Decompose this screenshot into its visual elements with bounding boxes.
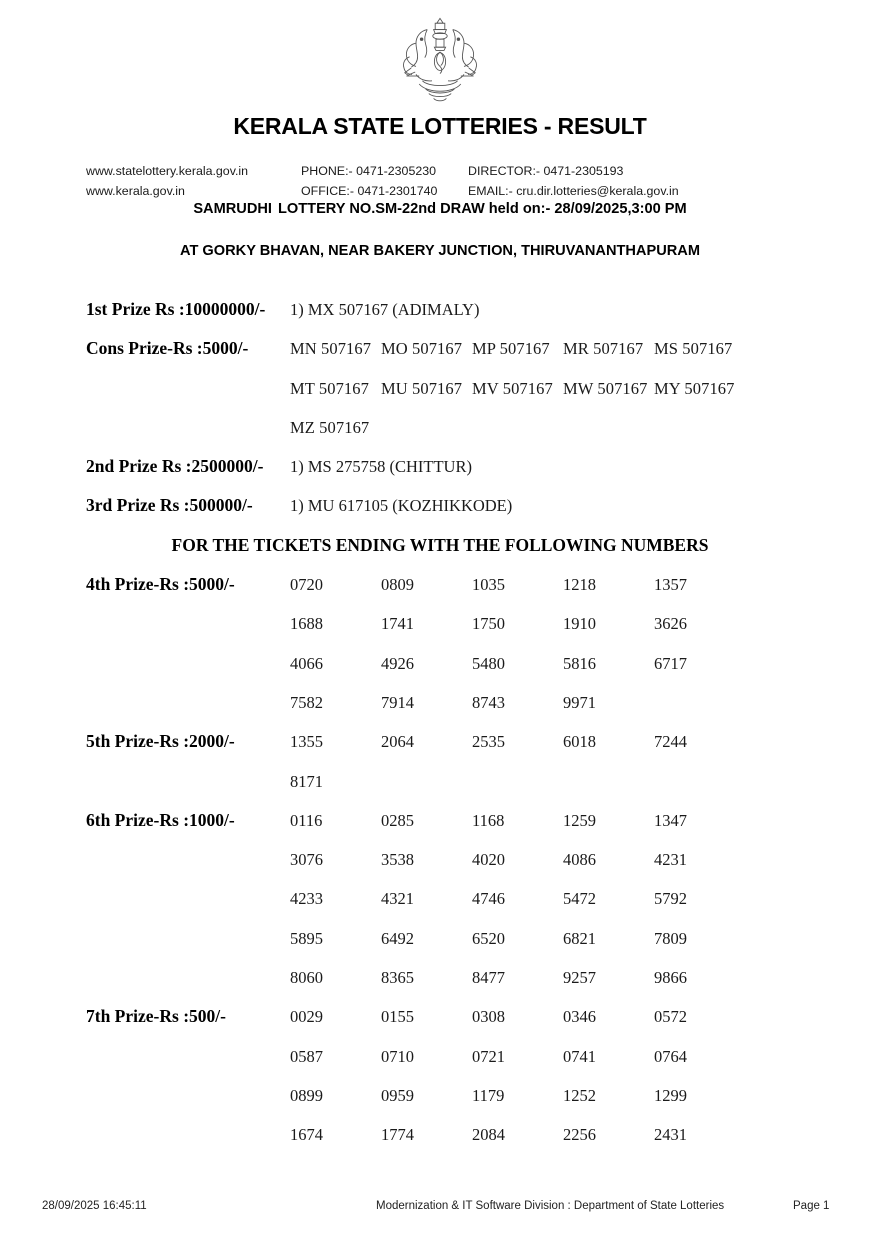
consolation-row <box>290 329 880 368</box>
prize-number: 2064 <box>381 732 414 752</box>
prize-number: 1259 <box>563 810 596 830</box>
prize-block <box>0 447 880 486</box>
prize-values <box>290 486 880 525</box>
prize-number: 0587 <box>290 1046 323 1066</box>
prize-number: 1674 <box>290 1125 323 1145</box>
prize-number: 6492 <box>381 928 414 948</box>
prize-number: 4321 <box>381 889 414 909</box>
draw-info-line <box>0 201 880 217</box>
prize-number: 7244 <box>654 732 687 752</box>
prize-label: 6th Prize-Rs :1000/- <box>86 809 235 830</box>
number-row <box>290 919 880 958</box>
contact-block <box>86 161 796 201</box>
prize-number: 0572 <box>654 1007 687 1027</box>
prize-block <box>0 565 880 722</box>
phone-number: PHONE:- 0471-2305230 <box>301 164 437 178</box>
prize-number: 0720 <box>290 575 323 595</box>
prize-label: 1st Prize Rs :10000000/- <box>86 299 266 319</box>
winning-ticket: 1) MU 617105 (KOZHIKKODE) <box>290 496 513 516</box>
prize-number: 4086 <box>563 850 596 870</box>
prize-values <box>290 801 880 997</box>
prize-values <box>290 447 880 486</box>
number-row <box>290 879 880 918</box>
email-address[interactable]: EMAIL:- cru.dir.lotteries@kerala.gov.in <box>468 184 679 198</box>
prize-number: 1218 <box>563 575 596 595</box>
consolation-ticket: MW 507167 <box>563 378 648 398</box>
consolation-ticket: MO 507167 <box>381 339 463 359</box>
prize-number: 1774 <box>381 1125 414 1145</box>
prize-number: 8365 <box>381 968 414 988</box>
number-row <box>290 604 880 643</box>
prize-number: 8743 <box>472 692 505 712</box>
prize-number: 0721 <box>472 1046 505 1066</box>
section-heading: FOR THE TICKETS ENDING WITH THE FOLLOWING NUMBERS <box>171 534 709 555</box>
prize-number: 0764 <box>654 1046 687 1066</box>
prize-number: 4926 <box>381 653 414 673</box>
prize-number: 1179 <box>472 1085 505 1105</box>
consolation-ticket: MV 507167 <box>472 378 553 398</box>
number-row <box>290 997 880 1036</box>
prize-number: 4233 <box>290 889 323 909</box>
prize-number: 6717 <box>654 653 687 673</box>
prize-number: 7809 <box>654 928 687 948</box>
prize-block <box>0 722 880 801</box>
prize-label: Cons Prize-Rs :5000/- <box>86 338 249 359</box>
prize-number: 0346 <box>563 1007 596 1027</box>
prize-number: 1035 <box>472 575 505 595</box>
emblem-container <box>0 12 880 113</box>
prize-label: 5th Prize-Rs :2000/- <box>86 731 235 752</box>
prize-number: 0155 <box>381 1007 414 1027</box>
prize-number: 0899 <box>290 1085 323 1105</box>
prize-label: 7th Prize-Rs :500/- <box>86 1006 226 1027</box>
prize-label: 2nd Prize Rs :2500000/- <box>86 456 264 477</box>
office-number: OFFICE:- 0471-2301740 <box>301 184 438 198</box>
footer-timestamp: 28/09/2025 16:45:11 <box>42 1200 147 1212</box>
number-row <box>290 1115 880 1154</box>
consolation-row <box>290 369 880 408</box>
director-number: DIRECTOR:- 0471-2305193 <box>468 164 624 178</box>
prize-number: 5472 <box>563 889 596 909</box>
prize-number: 1252 <box>563 1085 596 1105</box>
consolation-ticket: MZ 507167 <box>290 417 370 437</box>
prize-number: 5792 <box>654 889 687 909</box>
prize-number: 1741 <box>381 614 414 634</box>
consolation-ticket: MT 507167 <box>290 378 369 398</box>
prize-number: 3538 <box>381 850 414 870</box>
prize-number: 0741 <box>563 1046 596 1066</box>
prize-number: 6018 <box>563 732 596 752</box>
prize-block <box>0 801 880 997</box>
page-title: KERALA STATE LOTTERIES - RESULT <box>233 113 647 139</box>
prize-number: 4066 <box>290 653 323 673</box>
prize-number: 3626 <box>654 614 687 634</box>
footer-department: Modernization & IT Software Division : Department of State Lotteries <box>376 1200 725 1212</box>
number-row <box>290 644 880 683</box>
prize-number: 7582 <box>290 692 323 712</box>
draw-venue: AT GORKY BHAVAN, NEAR BAKERY JUNCTION, THIRUVANANTHAPURAM <box>180 243 700 259</box>
prize-number: 0809 <box>381 575 414 595</box>
prize-number: 7914 <box>381 692 414 712</box>
prize-number: 9866 <box>654 968 687 988</box>
prize-label: 3rd Prize Rs :500000/- <box>86 495 253 516</box>
prize-number: 5480 <box>472 653 505 673</box>
prize-block <box>0 997 880 1154</box>
contact-row <box>86 181 796 201</box>
number-row <box>290 683 880 722</box>
prize-list <box>0 290 880 1155</box>
prize-block <box>0 486 880 525</box>
prize-values <box>290 722 880 801</box>
footer-page-number: Page 1 <box>793 1200 830 1212</box>
prize-label: 4th Prize-Rs :5000/- <box>86 574 235 595</box>
prize-number: 5895 <box>290 928 323 948</box>
number-row <box>290 1076 880 1115</box>
number-row <box>290 801 880 840</box>
prize-number: 5816 <box>563 653 596 673</box>
prize-number: 1750 <box>472 614 505 634</box>
number-row <box>290 958 880 997</box>
prize-block <box>0 290 880 329</box>
prize-number: 6821 <box>563 928 596 948</box>
prize-number: 9971 <box>563 692 596 712</box>
page-footer <box>0 1200 880 1216</box>
prize-number: 4746 <box>472 889 505 909</box>
consolation-ticket: MS 507167 <box>654 339 733 359</box>
consolation-ticket: MR 507167 <box>563 339 644 359</box>
prize-number: 0116 <box>290 810 323 830</box>
website-link[interactable]: www.statelottery.kerala.gov.in <box>86 164 249 178</box>
prize-number: 2431 <box>654 1125 687 1145</box>
prize-number: 0029 <box>290 1007 323 1027</box>
number-row <box>290 565 880 604</box>
prize-values <box>290 997 880 1154</box>
prize-number: 1299 <box>654 1085 687 1105</box>
prize-number: 1168 <box>472 810 505 830</box>
prize-number: 2535 <box>472 732 505 752</box>
contact-row <box>86 161 796 181</box>
consolation-ticket: MN 507167 <box>290 339 372 359</box>
prize-number: 1347 <box>654 810 687 830</box>
number-row <box>290 1037 880 1076</box>
prize-number: 4231 <box>654 850 687 870</box>
consolation-ticket: MY 507167 <box>654 378 735 398</box>
prize-number: 1355 <box>290 732 323 752</box>
prize-values <box>290 290 880 329</box>
number-row <box>290 762 880 801</box>
consolation-row <box>290 408 880 447</box>
prize-number: 8060 <box>290 968 323 988</box>
prize-number: 8171 <box>290 771 323 791</box>
prize-number: 0959 <box>381 1085 414 1105</box>
number-row <box>290 722 880 761</box>
prize-number: 4020 <box>472 850 505 870</box>
winning-ticket: 1) MX 507167 (ADIMALY) <box>290 300 480 319</box>
website-link[interactable]: www.kerala.gov.in <box>86 184 185 198</box>
prize-block <box>0 329 880 447</box>
consolation-ticket: MP 507167 <box>472 339 550 359</box>
prize-number: 3076 <box>290 850 323 870</box>
prize-number: 0308 <box>472 1007 505 1027</box>
prize-number: 1688 <box>290 614 323 634</box>
prize-number: 0710 <box>381 1046 414 1066</box>
number-row <box>290 840 880 879</box>
prize-number: 1357 <box>654 575 687 595</box>
kerala-state-emblem-icon <box>392 12 488 108</box>
prize-number: 8477 <box>472 968 505 988</box>
consolation-ticket: MU 507167 <box>381 378 463 398</box>
prize-values <box>290 565 880 722</box>
prize-number: 2256 <box>563 1125 596 1145</box>
prize-number: 0285 <box>381 810 414 830</box>
prize-number: 9257 <box>563 968 596 988</box>
lottery-name: SAMRUDHI <box>193 201 272 217</box>
prize-number: 1910 <box>563 614 596 634</box>
winning-ticket: 1) MS 275758 (CHITTUR) <box>290 457 472 477</box>
prize-values <box>290 329 880 447</box>
prize-number: 6520 <box>472 928 505 948</box>
draw-details: LOTTERY NO.SM-22nd DRAW held on:- 28/09/2025,3:00 PM <box>277 201 687 217</box>
prize-number: 2084 <box>472 1125 505 1145</box>
